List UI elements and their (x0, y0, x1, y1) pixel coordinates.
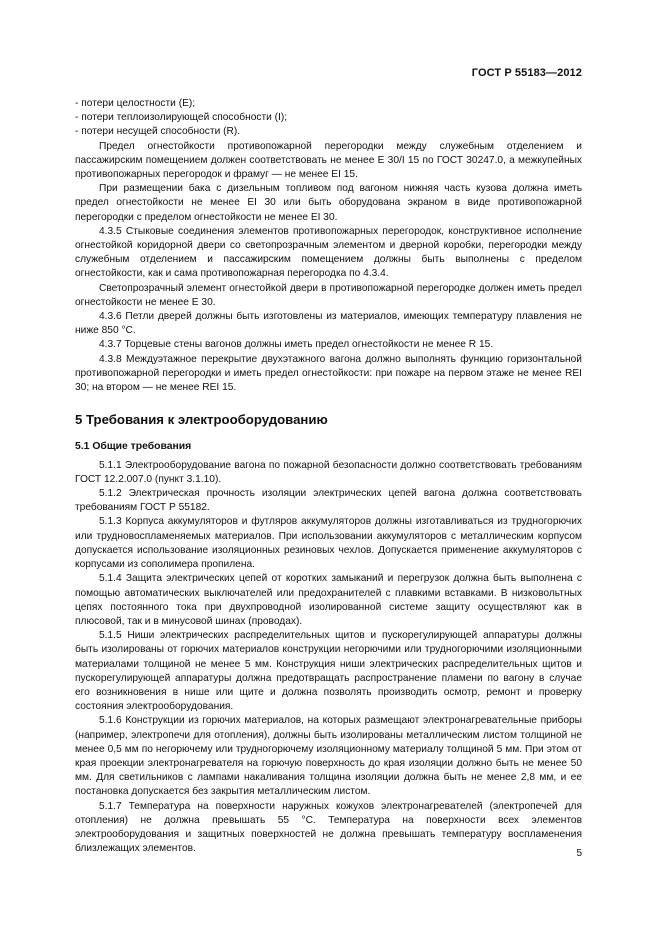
section-heading: 5 Требования к электрооборудованию (75, 412, 328, 428)
document-body (75, 97, 582, 856)
paragraph: 5.1.7 Температура на поверхности наружных кожухов электронагревателей (электропечей для отопления) не должна превышать 55 °С. Температура на поверхности всех элементов электрооборудования и защитных поверхностей не должна превышать температуру воспламенения близлежащих элементов. (75, 800, 582, 855)
paragraph: Светопрозрачный элемент огнестойкой двери в противопожарной перегородке должен иметь предел огнестойкости не менее Е 30. (75, 282, 582, 308)
paragraph: 5.1.2 Электрическая прочность изоляции электрических цепей вагона должна соответствовать требованиям ГОСТ Р 55182. (75, 488, 582, 514)
paragraphs-top (75, 97, 582, 395)
subsection-heading: 5.1 Общие требования (75, 441, 192, 453)
list-item: - потери целостности (Е); (75, 97, 582, 111)
paragraph: 4.3.7 Торцевые стены вагонов должны иметь предел огнестойкости не менее R 15. (99, 339, 494, 351)
paragraph: 5.1.4 Защита электрических цепей от коротких замыканий и перегрузок должна быть выполнена с помощью автоматических выключателей или предохранителей с плавкими вставками. В низковольтных цепях постоянного тока при двухпроводной изолированной системе защиту осуществляют как в плюсовой, так и в минусовой шинах (проводах). (75, 573, 582, 627)
paragraph: 5.1.3 Корпуса аккумуляторов и футляров аккумуляторов должны изготавливаться из трудногорючих или трудновоспламеняемых материалов. При использовании аккумуляторов с металлическим корпусом допускается использование изоляционных резиновых чехлов. Допускается применение аккумуляторов с корпусами из сополимера пропилена. (75, 516, 582, 571)
list-item: - потери несущей способности (R). (75, 125, 582, 139)
paragraph: При размещении бака с дизельным топливом под вагоном нижняя часть кузова должна иметь предел огнестойкости не менее ЕI 30 или быть оборудована экраном в виде противопожарной перегородки с пределом огнестойкости не менее ЕI 30. (75, 183, 582, 223)
paragraph: 5.1.5 Ниши электрических распределительных щитов и пускорегулирующей аппаратуры должны быть изолированы от горючих материалов конструкции негорючими или трудногорючими изоляционными материалами толщиной не менее 5 мм. Конструкция ниши электрических распределительных щитов и пускорегулирующей аппаратуры должна предотвращать распространение пламени по вагону в случае его возникновения в нише или щите и должна позволять производить осмотр, ремонт и проверку состояния электрооборудования. (75, 630, 582, 713)
list-item: - потери теплоизолирующей способности (I); (75, 111, 582, 125)
paragraph: 4.3.5 Стыковые соединения элементов противопожарных перегородок, конструктивное исполнение огнестойкой коридорной двери со светопрозрачным элементом и дверной коробки, перегородки между служебным отделением и пассажирским помещением должны быть выполнены с пределом огнестойкости, как и сама противопожарная перегородка по 4.3.4. (75, 225, 582, 280)
paragraph: 5.1.6 Конструкции из горючих материалов, на которых размещают электронагревательные приборы (например, электропечи для отопления), должны быть изолированы металлическим листом толщиной не менее 0,5 мм по негорючему или трудногорючему изоляционному материалу толщиной 5 мм. При этом от края проекции электронагревателя на горючую поверхность до края изоляции должно быть не менее 50 мм. Для светильников с лампами накаливания толщина изоляции должна быть не менее 2,8 мм, и ее постановка допускается без закрытия металлическим листом. (75, 715, 582, 798)
paragraphs-bottom (75, 459, 582, 857)
paragraph: 4.3.6 Петли дверей должны быть изготовлены из материалов, имеющих температуру плавления не ниже 850 °С. (75, 311, 582, 337)
page-number: 5 (576, 848, 582, 859)
document-id-header: ГОСТ Р 55183—2012 (471, 67, 582, 79)
paragraph: Предел огнестойкости противопожарной перегородки между служебным отделением и пассажирским помещением должен соответствовать не менее Е 30/I 15 по ГОСТ 30247.0, а межкупейных противопожарных перегородок и фрамуг — не менее ЕI 15. (75, 140, 582, 181)
paragraph: 4.3.8 Междуэтажное перекрытие двухэтажного вагона должно выполнять функцию горизонтальной противопожарной перегородки и иметь предел огнестойкости: при пожаре на первом этаже не менее REI 30; на втором — не менее REI 15. (75, 353, 582, 394)
paragraph: 5.1.1 Электрооборудование вагона по пожарной безопасности должно соответствовать требованиям ГОСТ 12.2.007.0 (пункт 3.1.10). (75, 459, 582, 485)
